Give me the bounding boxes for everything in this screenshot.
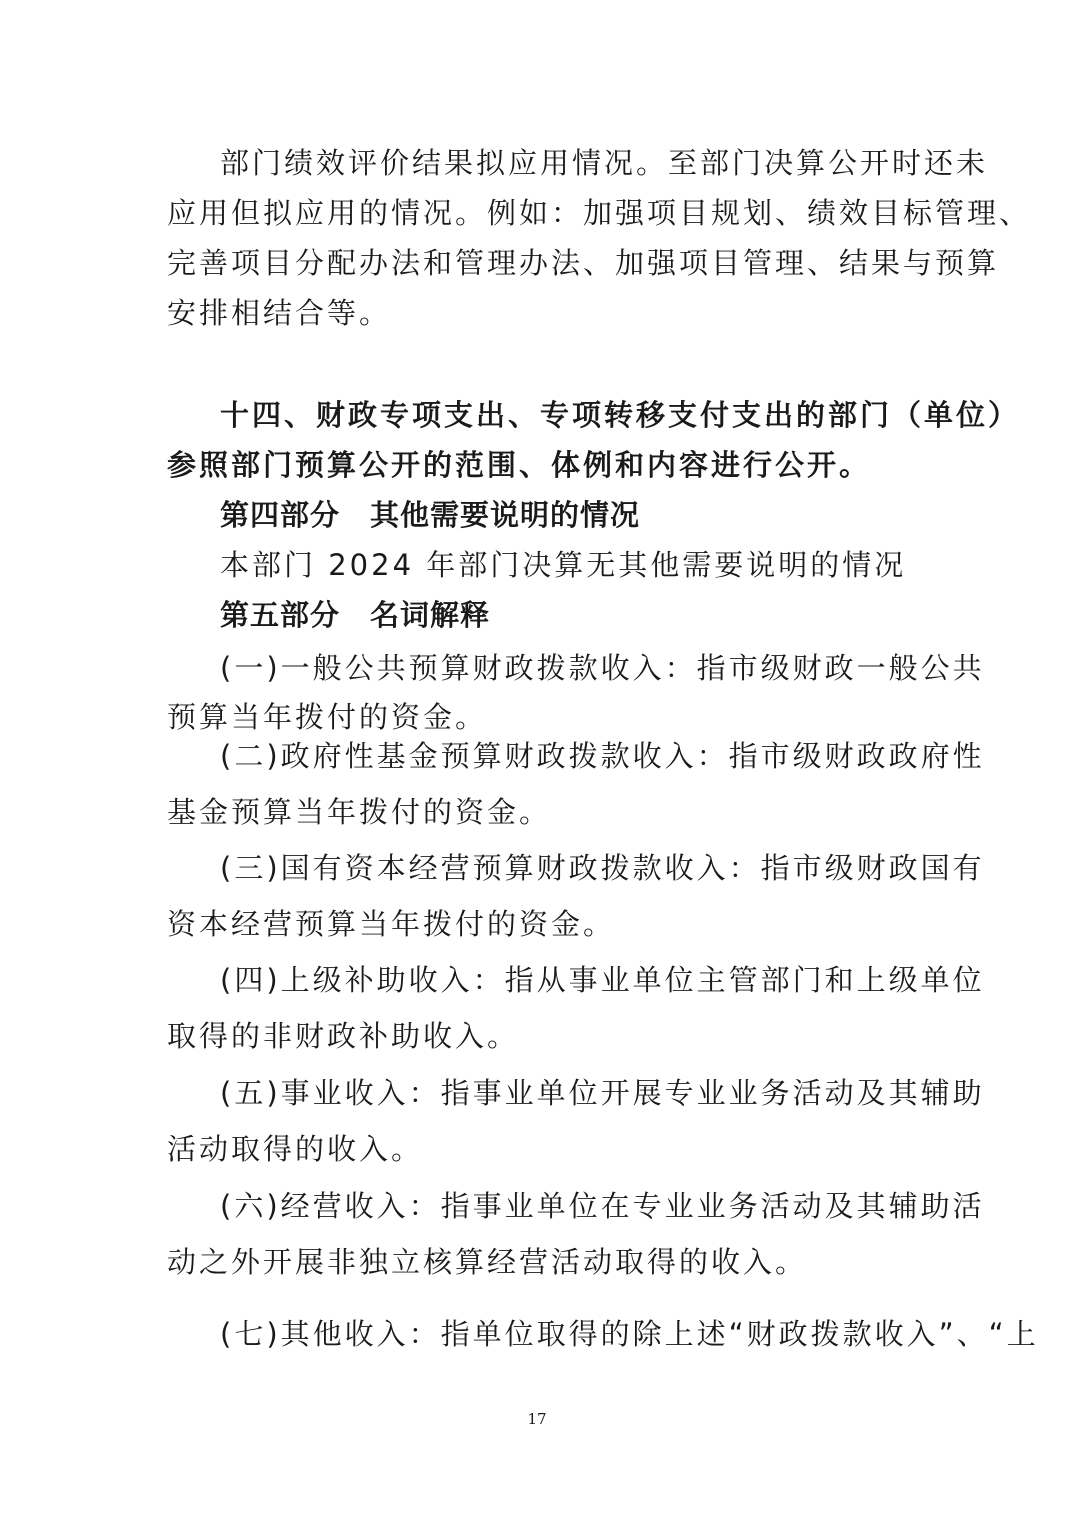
definition-line: (五)事业收入：指事业单位开展专业业务活动及其辅助 [220,1076,985,1110]
paragraph-line: 完善项目分配办法和管理办法、加强项目管理、结果与预算 [167,246,1000,280]
definition-line: 基金预算当年拨付的资金。 [167,795,552,829]
definition-line: (一)一般公共预算财政拨款收入：指市级财政一般公共 [220,651,985,685]
paragraph-line-bold: 参照部门预算公开的范围、体例和内容进行公开。 [167,448,872,482]
definition-line: (三)国有资本经营预算财政拨款收入：指市级财政国有 [220,851,985,885]
paragraph-line-bold: 十四、财政专项支出、专项转移支付支出的部门（单位） [220,398,1021,432]
paragraph-line: 应用但拟应用的情况。例如：加强项目规划、绩效目标管理、 [167,196,1032,230]
paragraph-line: 安排相结合等。 [167,296,392,330]
definition-line: 预算当年拨付的资金。 [167,700,488,734]
definition-line: 活动取得的收入。 [167,1132,424,1166]
definition-line: (七)其他收入：指单位取得的除上述“财政拨款收入”、“上 [220,1317,1039,1351]
paragraph-line: 部门绩效评价结果拟应用情况。至部门决算公开时还未 [220,146,989,180]
definition-line: (四)上级补助收入：指从事业单位主管部门和上级单位 [220,963,985,997]
section-heading: 第五部分 名词解释 [220,598,491,632]
section-heading: 第四部分 其他需要说明的情况 [220,498,641,532]
paragraph-line: 本部门 2024 年部门决算无其他需要说明的情况 [220,548,907,582]
definition-line: (六)经营收入：指事业单位在专业业务活动及其辅助活 [220,1189,985,1223]
page-number: 17 [527,1410,547,1428]
definition-line: (二)政府性基金预算财政拨款收入：指市级财政政府性 [220,739,985,773]
definition-line: 取得的非财政补助收入。 [167,1019,520,1053]
definition-line: 动之外开展非独立核算经营活动取得的收入。 [167,1245,808,1279]
definition-line: 资本经营预算当年拨付的资金。 [167,907,616,941]
